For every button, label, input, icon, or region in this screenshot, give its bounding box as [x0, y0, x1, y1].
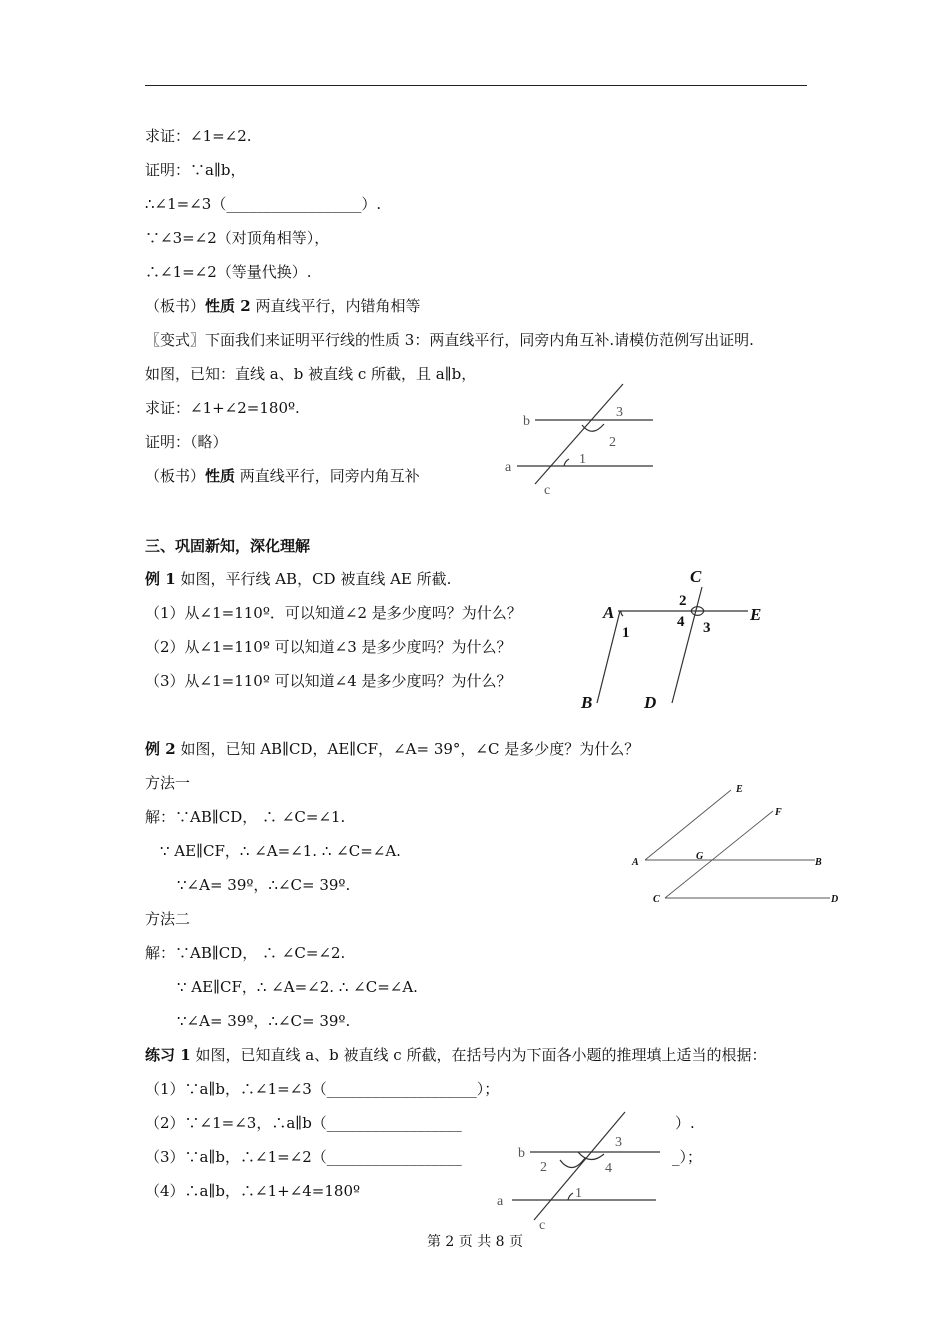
text-line: [145, 296, 420, 316]
figure-exercise-1: [490, 1108, 670, 1233]
line-label-a: a: [505, 460, 512, 475]
text-line: 求证：∠1=∠2.: [145, 127, 252, 145]
text-line: ∵ AE∥CF，∴ ∠A=∠2. ∴ ∠C=∠A.: [177, 978, 418, 996]
property-title: 性质 2: [205, 297, 251, 315]
point-label-E: E: [736, 784, 743, 795]
text-line: 如图，已知：直线 a、b 被直线 c 所截，且 a∥b，: [145, 365, 477, 383]
text-line: 〖变式〗下面我们来证明平行线的性质 3：两直线平行，同旁内角互补.请模仿范例写出证明.: [145, 331, 754, 349]
angle-label-2: 2: [540, 1160, 547, 1175]
text-line: （3）∵a∥b，∴∠1=∠2（__________________: [145, 1148, 462, 1166]
point-label-C: C: [653, 894, 660, 905]
text-line: 解：∵AB∥CD， ∴ ∠C=∠1.: [145, 808, 346, 826]
line-label-b: b: [518, 1146, 525, 1161]
text-line: ∴∠1=∠3（__________________）.: [145, 195, 382, 213]
example-label: 例 2: [145, 740, 176, 758]
point-label-A: A: [603, 603, 615, 622]
text-line: ）.: [675, 1114, 695, 1132]
example-label: 例 1: [145, 570, 176, 588]
line-label-b: b: [523, 414, 530, 429]
point-label-B: B: [815, 857, 822, 868]
text-line: （2）从∠1=110º 可以知道∠3 是多少度吗？为什么？: [145, 638, 512, 656]
angle-label-3: 3: [615, 1135, 622, 1150]
text-line: [145, 466, 420, 486]
point-label-F: F: [775, 807, 782, 818]
text-span: 如图，已知直线 a、b 被直线 c 所截，在括号内为下面各小题的推理填上适当的根据：: [190, 1046, 767, 1064]
page-footer: 第 2 页 共 8 页: [426, 1234, 524, 1250]
text-line: ∴∠1=∠2（等量代换）.: [145, 263, 312, 281]
angle-label-4: 4: [605, 1161, 612, 1176]
text-line: （1）从∠1=110º．可以知道∠2 是多少度吗？为什么？: [145, 604, 522, 622]
point-label-C: C: [690, 567, 702, 586]
text-line: （1）∵a∥b，∴∠1=∠3（____________________）；: [145, 1080, 500, 1098]
point-label-D: D: [644, 693, 657, 712]
point-label-E: E: [750, 605, 762, 624]
angle-label-2: 2: [609, 435, 616, 450]
text-line: 方法一: [145, 774, 191, 792]
text-line: [145, 739, 639, 759]
point-label-B: B: [581, 693, 593, 712]
angle-label-1: 1: [575, 1186, 582, 1201]
text-line: 方法二: [145, 910, 191, 928]
text-line: （4）∴a∥b，∴∠1+∠4=180º: [145, 1182, 361, 1200]
line-label-c: c: [544, 483, 551, 498]
point-label-G: G: [696, 851, 704, 862]
line-label-a: a: [497, 1194, 504, 1209]
figure-example-2: [625, 778, 845, 908]
text-line: [145, 569, 451, 589]
text-span: 如图，平行线 AB，CD 被直线 AE 所截.: [175, 570, 452, 588]
angle-label-3: 3: [616, 405, 623, 420]
header-rule: [145, 85, 807, 86]
point-label-A: A: [632, 857, 639, 868]
exercise-label: 练习 1: [145, 1046, 191, 1064]
text-line: _）；: [672, 1148, 703, 1166]
angle-label-3: 3: [703, 620, 711, 636]
text-line: [145, 1045, 766, 1065]
text-span: （板书）: [145, 297, 206, 315]
property-title: 性质: [205, 467, 236, 485]
text-line: ∵ AE∥CF，∴ ∠A=∠1. ∴ ∠C=∠A.: [160, 842, 401, 860]
text-span: 如图，已知 AB∥CD，AE∥CF，∠A= 39°，∠C 是多少度？为什么？: [175, 740, 640, 758]
angle-label-2: 2: [679, 593, 687, 609]
figure-parallel-lines-1: [495, 380, 665, 500]
angle-label-1: 1: [579, 452, 586, 467]
text-line: 证明：∵a∥b，: [145, 161, 246, 179]
text-line: ∵∠A= 39º，∴∠C= 39º.: [177, 1012, 351, 1030]
text-line: （3）从∠1=110º 可以知道∠4 是多少度吗？为什么？: [145, 672, 512, 690]
text-line: ∵∠3=∠2（对顶角相等），: [145, 229, 330, 247]
point-label-D: D: [831, 894, 839, 905]
angle-label-4: 4: [677, 614, 685, 630]
text-span: （板书）: [145, 467, 206, 485]
text-line: ∵∠A= 39º，∴∠C= 39º.: [177, 876, 351, 894]
text-span: 两直线平行，同旁内角互补: [235, 467, 420, 485]
angle-label-1: 1: [622, 625, 630, 641]
text-line: 解：∵AB∥CD， ∴ ∠C=∠2.: [145, 944, 346, 962]
text-line: 求证：∠1+∠2=180º.: [145, 399, 300, 417]
text-line: 证明：（略）: [145, 433, 228, 451]
figure-example-1: [581, 565, 780, 715]
line-label-c: c: [539, 1218, 546, 1233]
text-span: 两直线平行，内错角相等: [250, 297, 421, 315]
text-line: （2）∵∠1=∠3，∴a∥b（__________________: [145, 1114, 462, 1132]
section-heading: 三、巩固新知，深化理解: [145, 537, 311, 555]
